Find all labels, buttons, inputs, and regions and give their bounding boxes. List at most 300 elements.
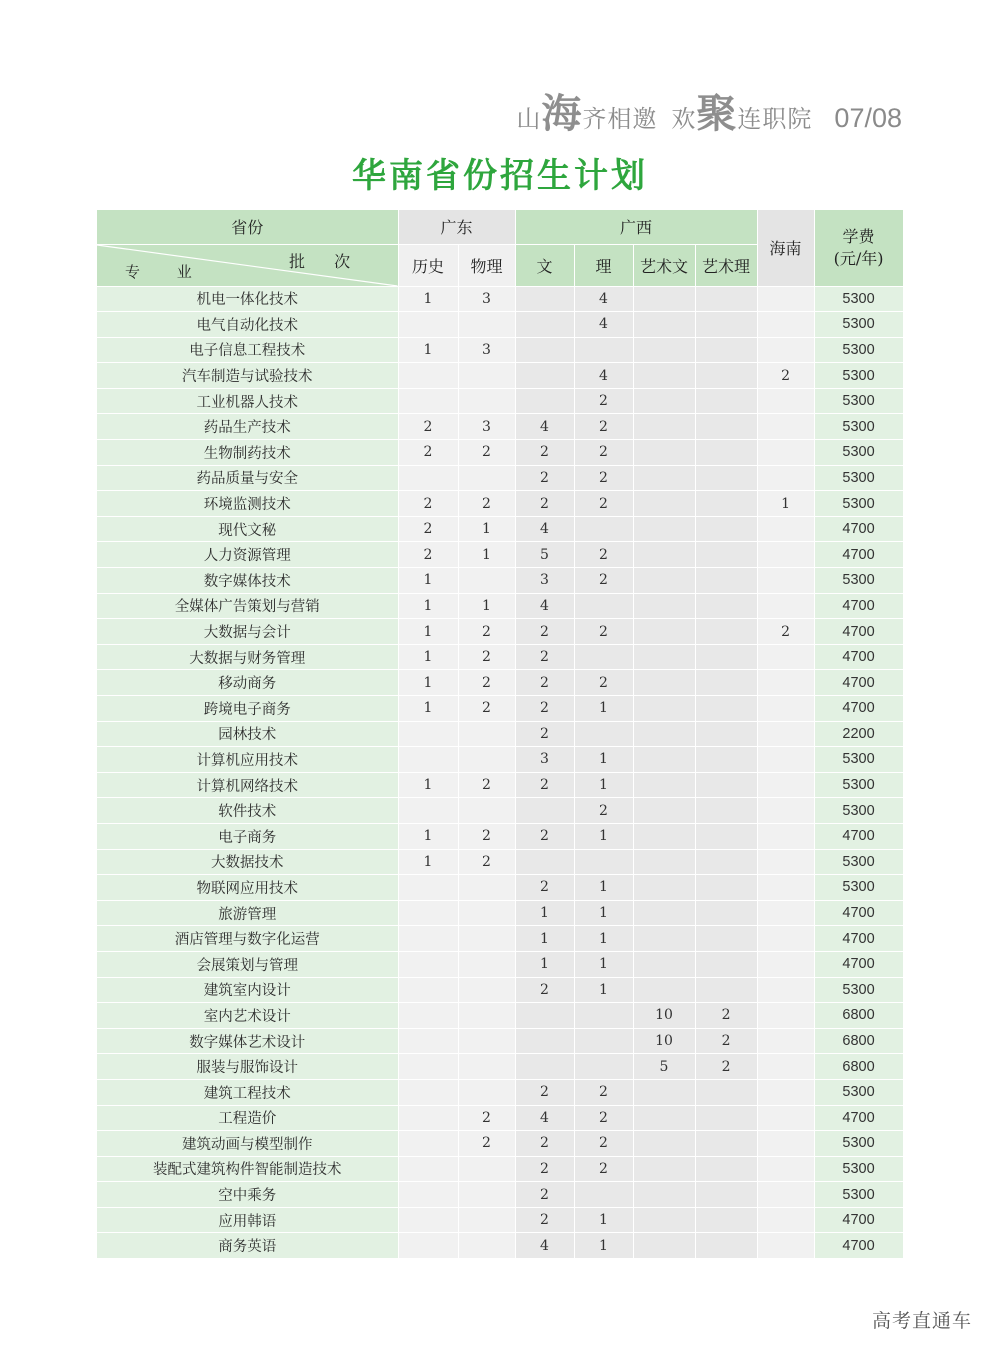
guangdong-physics-cell — [458, 363, 515, 389]
table-row — [97, 465, 903, 491]
guangdong-history-cell — [398, 388, 458, 414]
guangdong-history-cell: 1 — [398, 772, 458, 798]
guangdong-physics-cell — [458, 798, 515, 824]
guangdong-physics-cell: 2 — [458, 619, 515, 645]
guangdong-physics-cell: 2 — [458, 644, 515, 670]
fee-cell: 5300 — [814, 337, 903, 363]
major-cell: 软件技术 — [97, 798, 398, 824]
hainan-cell — [757, 670, 814, 696]
fee-cell: 5300 — [814, 1131, 903, 1157]
table-row — [97, 593, 903, 619]
guangdong-history-cell — [398, 798, 458, 824]
guangdong-history-cell: 1 — [398, 849, 458, 875]
guangxi-li-cell: 2 — [574, 1131, 633, 1157]
guangxi-li-cell: 2 — [574, 619, 633, 645]
guangdong-header: 广东 — [398, 210, 515, 244]
table-row — [97, 1233, 903, 1259]
guangxi-li-cell: 1 — [574, 747, 633, 773]
fee-cell: 5300 — [814, 1156, 903, 1182]
fee-cell: 4700 — [814, 542, 903, 568]
guangdong-physics-cell: 2 — [458, 440, 515, 466]
guangxi-wen-cell — [515, 312, 574, 338]
guangdong-history-cell — [398, 926, 458, 952]
guangxi-art-li-cell — [695, 977, 757, 1003]
guangdong-history-cell — [398, 721, 458, 747]
hainan-cell — [757, 823, 814, 849]
guangxi-wen-cell: 2 — [515, 465, 574, 491]
guangdong-history-cell: 1 — [398, 337, 458, 363]
fee-cell: 4700 — [814, 593, 903, 619]
fee-cell: 4700 — [814, 1233, 903, 1259]
guangxi-wen-cell — [515, 337, 574, 363]
major-cell: 数字媒体艺术设计 — [97, 1028, 398, 1054]
hainan-cell — [757, 337, 814, 363]
guangdong-physics-cell — [458, 747, 515, 773]
guangxi-li-cell: 2 — [574, 491, 633, 517]
guangxi-art-li-cell — [695, 900, 757, 926]
guangxi-li-cell: 2 — [574, 670, 633, 696]
fee-cell: 5300 — [814, 1079, 903, 1105]
hainan-cell — [757, 568, 814, 594]
hainan-cell: 1 — [757, 491, 814, 517]
guangdong-physics-cell — [458, 1028, 515, 1054]
guangxi-art-li-cell: 2 — [695, 1003, 757, 1029]
major-cell: 人力资源管理 — [97, 542, 398, 568]
table-row — [97, 440, 903, 466]
guangxi-wen-cell: 2 — [515, 1079, 574, 1105]
hainan-cell — [757, 1233, 814, 1259]
guangxi-li-cell — [574, 593, 633, 619]
guangdong-physics-cell — [458, 1079, 515, 1105]
major-cell: 数字媒体技术 — [97, 568, 398, 594]
guangxi-art-wen-cell — [633, 1207, 695, 1233]
fee-cell: 5300 — [814, 772, 903, 798]
guangdong-history-cell: 1 — [398, 619, 458, 645]
guangdong-history-cell: 2 — [398, 516, 458, 542]
major-cell: 建筑工程技术 — [97, 1079, 398, 1105]
guangxi-art-wen-cell — [633, 542, 695, 568]
guangdong-history-cell — [398, 1233, 458, 1259]
table-row — [97, 772, 903, 798]
guangxi-art-li-cell — [695, 875, 757, 901]
guangxi-art-li-cell — [695, 1207, 757, 1233]
major-cell: 商务英语 — [97, 1233, 398, 1259]
table-row — [97, 747, 903, 773]
guangdong-physics-cell — [458, 875, 515, 901]
province-header: 省份 — [97, 210, 398, 244]
fee-cell: 5300 — [814, 977, 903, 1003]
fee-cell: 4700 — [814, 951, 903, 977]
guangxi-art-li-cell — [695, 1105, 757, 1131]
guangxi-li-cell: 2 — [574, 542, 633, 568]
guangxi-art-wen-cell — [633, 951, 695, 977]
guangdong-physics-cell — [458, 721, 515, 747]
guangdong-history-cell — [398, 977, 458, 1003]
hainan-cell — [757, 593, 814, 619]
guangxi-li-cell: 1 — [574, 823, 633, 849]
guangxi-li-cell — [574, 516, 633, 542]
major-cell: 工业机器人技术 — [97, 388, 398, 414]
guangxi-art-li-cell — [695, 823, 757, 849]
guangdong-physics-cell — [458, 568, 515, 594]
subheader-wen: 文 — [515, 244, 574, 286]
guangxi-art-li-cell: 2 — [695, 1054, 757, 1080]
guangdong-physics-cell — [458, 926, 515, 952]
guangdong-physics-cell: 3 — [458, 414, 515, 440]
guangxi-wen-cell — [515, 388, 574, 414]
table-row — [97, 312, 903, 338]
guangdong-history-cell — [398, 1054, 458, 1080]
page-title: 华南省份招生计划 — [352, 156, 648, 196]
guangxi-art-wen-cell — [633, 977, 695, 1003]
hainan-cell — [757, 1182, 814, 1208]
hainan-cell — [757, 1207, 814, 1233]
fee-cell: 5300 — [814, 849, 903, 875]
guangdong-history-cell — [398, 747, 458, 773]
guangxi-art-li-cell — [695, 312, 757, 338]
fee-header: 学费 (元/年) — [814, 210, 903, 286]
major-cell: 计算机应用技术 — [97, 747, 398, 773]
hainan-cell — [757, 1105, 814, 1131]
guangxi-art-li-cell — [695, 286, 757, 312]
fee-cell: 4700 — [814, 696, 903, 722]
hainan-cell — [757, 849, 814, 875]
fee-cell: 5300 — [814, 414, 903, 440]
slogan-text: 连职院 — [737, 105, 813, 133]
guangxi-li-cell: 1 — [574, 977, 633, 1003]
guangxi-art-wen-cell: 10 — [633, 1003, 695, 1029]
major-cell: 物联网应用技术 — [97, 875, 398, 901]
guangxi-art-li-cell — [695, 388, 757, 414]
guangxi-li-cell: 4 — [574, 312, 633, 338]
guangxi-art-li-cell — [695, 926, 757, 952]
major-cell: 移动商务 — [97, 670, 398, 696]
fee-cell: 5300 — [814, 465, 903, 491]
guangxi-header: 广西 — [515, 210, 757, 244]
guangdong-history-cell: 1 — [398, 823, 458, 849]
guangxi-li-cell: 1 — [574, 951, 633, 977]
guangxi-wen-cell: 2 — [515, 1131, 574, 1157]
hainan-cell — [757, 798, 814, 824]
subheader-art-wen: 艺术文 — [633, 244, 695, 286]
guangdong-history-cell: 1 — [398, 670, 458, 696]
guangxi-li-cell — [574, 644, 633, 670]
guangxi-li-cell — [574, 1028, 633, 1054]
guangdong-history-cell — [398, 363, 458, 389]
guangdong-history-cell: 2 — [398, 542, 458, 568]
hainan-cell — [757, 696, 814, 722]
guangxi-wen-cell: 4 — [515, 593, 574, 619]
guangdong-history-cell: 1 — [398, 644, 458, 670]
guangxi-li-cell: 2 — [574, 1156, 633, 1182]
guangxi-art-li-cell — [695, 542, 757, 568]
major-cell: 装配式建筑构件智能制造技术 — [97, 1156, 398, 1182]
table-row — [97, 823, 903, 849]
subheader-li: 理 — [574, 244, 633, 286]
table-row — [97, 1054, 903, 1080]
major-cell: 会展策划与管理 — [97, 951, 398, 977]
guangxi-wen-cell: 2 — [515, 875, 574, 901]
hainan-cell — [757, 414, 814, 440]
guangxi-art-li-cell — [695, 440, 757, 466]
major-cell: 跨境电子商务 — [97, 696, 398, 722]
guangxi-art-li-cell — [695, 772, 757, 798]
major-cell: 空中乘务 — [97, 1182, 398, 1208]
major-cell: 环境监测技术 — [97, 491, 398, 517]
hainan-cell — [757, 644, 814, 670]
guangdong-history-cell: 1 — [398, 593, 458, 619]
page-header — [516, 82, 902, 137]
guangdong-physics-cell — [458, 1156, 515, 1182]
table-row — [97, 516, 903, 542]
guangxi-art-li-cell — [695, 1182, 757, 1208]
guangxi-li-cell: 2 — [574, 465, 633, 491]
table-row — [97, 568, 903, 594]
guangdong-history-cell: 1 — [398, 568, 458, 594]
table-row — [97, 542, 903, 568]
hainan-cell — [757, 388, 814, 414]
watermark-text: 高考直通车 — [871, 1310, 972, 1332]
fee-cell: 5300 — [814, 875, 903, 901]
guangdong-physics-cell — [458, 977, 515, 1003]
fee-cell: 4700 — [814, 619, 903, 645]
major-label: 专 业 — [125, 262, 208, 281]
guangxi-li-cell: 4 — [574, 363, 633, 389]
batch-label: 批 次 — [289, 251, 363, 271]
guangxi-wen-cell: 2 — [515, 977, 574, 1003]
hainan-cell — [757, 465, 814, 491]
guangdong-physics-cell: 1 — [458, 593, 515, 619]
guangxi-art-li-cell — [695, 414, 757, 440]
guangxi-art-li-cell — [695, 491, 757, 517]
guangxi-art-wen-cell — [633, 593, 695, 619]
table-row — [97, 1207, 903, 1233]
guangxi-wen-cell: 3 — [515, 747, 574, 773]
guangdong-history-cell: 2 — [398, 414, 458, 440]
guangdong-physics-cell — [458, 900, 515, 926]
guangxi-art-li-cell — [695, 1156, 757, 1182]
major-cell: 建筑室内设计 — [97, 977, 398, 1003]
guangdong-physics-cell: 2 — [458, 696, 515, 722]
guangxi-wen-cell: 2 — [515, 1182, 574, 1208]
table-row — [97, 900, 903, 926]
guangxi-art-wen-cell — [633, 823, 695, 849]
guangxi-art-li-cell — [695, 619, 757, 645]
major-cell: 药品生产技术 — [97, 414, 398, 440]
guangdong-history-cell — [398, 875, 458, 901]
fee-cell: 5300 — [814, 388, 903, 414]
guangdong-physics-cell: 1 — [458, 542, 515, 568]
guangdong-physics-cell: 2 — [458, 823, 515, 849]
hainan-cell — [757, 286, 814, 312]
fee-cell: 6800 — [814, 1003, 903, 1029]
guangxi-art-li-cell — [695, 516, 757, 542]
guangxi-wen-cell — [515, 849, 574, 875]
hainan-cell — [757, 312, 814, 338]
fee-cell: 5300 — [814, 798, 903, 824]
guangxi-li-cell: 2 — [574, 1079, 633, 1105]
table-row — [97, 1105, 903, 1131]
guangxi-art-wen-cell — [633, 312, 695, 338]
major-cell: 全媒体广告策划与营销 — [97, 593, 398, 619]
table-row — [97, 1156, 903, 1182]
guangdong-history-cell — [398, 1105, 458, 1131]
table-row — [97, 414, 903, 440]
guangxi-li-cell — [574, 337, 633, 363]
major-cell: 生物制药技术 — [97, 440, 398, 466]
guangxi-art-li-cell — [695, 747, 757, 773]
guangxi-art-wen-cell — [633, 1105, 695, 1131]
fee-cell: 4700 — [814, 926, 903, 952]
hainan-header: 海南 — [757, 210, 814, 286]
major-cell: 大数据与财务管理 — [97, 644, 398, 670]
table-row — [97, 644, 903, 670]
fee-cell: 4700 — [814, 644, 903, 670]
guangxi-li-cell — [574, 1182, 633, 1208]
fee-cell: 4700 — [814, 516, 903, 542]
slogan-char: 山 — [516, 105, 542, 133]
fee-cell: 6800 — [814, 1054, 903, 1080]
guangdong-physics-cell: 2 — [458, 1105, 515, 1131]
guangdong-history-cell: 1 — [398, 696, 458, 722]
guangxi-art-li-cell — [695, 465, 757, 491]
major-cell: 应用韩语 — [97, 1207, 398, 1233]
guangxi-li-cell: 1 — [574, 1207, 633, 1233]
guangxi-art-li-cell — [695, 1079, 757, 1105]
hainan-cell — [757, 977, 814, 1003]
guangxi-wen-cell: 1 — [515, 926, 574, 952]
guangxi-art-wen-cell — [633, 849, 695, 875]
major-cell: 室内艺术设计 — [97, 1003, 398, 1029]
guangxi-wen-cell: 4 — [515, 516, 574, 542]
guangxi-art-wen-cell — [633, 1233, 695, 1259]
hainan-cell — [757, 440, 814, 466]
guangxi-art-wen-cell — [633, 875, 695, 901]
guangxi-art-wen-cell — [633, 747, 695, 773]
table-row — [97, 849, 903, 875]
guangxi-li-cell — [574, 721, 633, 747]
guangxi-li-cell: 2 — [574, 440, 633, 466]
guangxi-li-cell: 4 — [574, 286, 633, 312]
guangxi-li-cell: 1 — [574, 926, 633, 952]
guangdong-physics-cell — [458, 1054, 515, 1080]
slogan-emphasis-char: 海 — [541, 90, 583, 137]
table-row — [97, 286, 903, 312]
hainan-cell — [757, 772, 814, 798]
guangxi-art-li-cell — [695, 644, 757, 670]
hainan-cell — [757, 542, 814, 568]
fee-cell: 5300 — [814, 491, 903, 517]
guangxi-art-wen-cell — [633, 644, 695, 670]
table-row — [97, 388, 903, 414]
guangxi-art-wen-cell — [633, 465, 695, 491]
guangxi-art-li-cell: 2 — [695, 1028, 757, 1054]
guangxi-wen-cell: 2 — [515, 491, 574, 517]
hainan-cell — [757, 1054, 814, 1080]
guangxi-wen-cell: 2 — [515, 619, 574, 645]
major-cell: 建筑动画与模型制作 — [97, 1131, 398, 1157]
major-cell: 服装与服饰设计 — [97, 1054, 398, 1080]
guangxi-art-li-cell — [695, 670, 757, 696]
guangxi-art-li-cell — [695, 721, 757, 747]
guangdong-history-cell — [398, 1028, 458, 1054]
guangxi-wen-cell: 2 — [515, 696, 574, 722]
guangxi-wen-cell: 2 — [515, 1207, 574, 1233]
guangdong-history-cell: 1 — [398, 286, 458, 312]
guangxi-wen-cell: 4 — [515, 414, 574, 440]
guangxi-wen-cell: 1 — [515, 951, 574, 977]
table-row — [97, 619, 903, 645]
guangdong-history-cell — [398, 900, 458, 926]
fee-cell: 4700 — [814, 900, 903, 926]
guangdong-history-cell — [398, 1079, 458, 1105]
major-cell: 现代文秘 — [97, 516, 398, 542]
table-row — [97, 926, 903, 952]
guangxi-li-cell: 1 — [574, 875, 633, 901]
fee-cell: 4700 — [814, 670, 903, 696]
major-cell: 工程造价 — [97, 1105, 398, 1131]
hainan-cell — [757, 516, 814, 542]
guangxi-art-wen-cell — [633, 900, 695, 926]
guangxi-li-cell — [574, 1003, 633, 1029]
table-row — [97, 1131, 903, 1157]
table-row — [97, 1003, 903, 1029]
guangdong-physics-cell: 2 — [458, 491, 515, 517]
fee-cell: 5300 — [814, 286, 903, 312]
guangxi-li-cell: 2 — [574, 388, 633, 414]
guangxi-wen-cell: 3 — [515, 568, 574, 594]
subheader-history: 历史 — [398, 244, 458, 286]
hainan-cell: 2 — [757, 619, 814, 645]
guangxi-wen-cell: 1 — [515, 900, 574, 926]
guangxi-wen-cell: 4 — [515, 1233, 574, 1259]
guangxi-art-wen-cell — [633, 1079, 695, 1105]
guangxi-art-wen-cell — [633, 568, 695, 594]
fee-cell: 5300 — [814, 747, 903, 773]
guangdong-physics-cell — [458, 1233, 515, 1259]
guangxi-li-cell: 2 — [574, 414, 633, 440]
guangxi-li-cell: 1 — [574, 696, 633, 722]
guangdong-history-cell — [398, 1156, 458, 1182]
guangdong-history-cell — [398, 951, 458, 977]
guangxi-li-cell: 2 — [574, 568, 633, 594]
guangxi-art-wen-cell — [633, 286, 695, 312]
table-row — [97, 721, 903, 747]
guangxi-li-cell: 2 — [574, 798, 633, 824]
guangxi-wen-cell — [515, 363, 574, 389]
hainan-cell — [757, 1131, 814, 1157]
guangxi-art-wen-cell — [633, 619, 695, 645]
guangdong-history-cell: 2 — [398, 440, 458, 466]
guangxi-art-wen-cell — [633, 491, 695, 517]
guangxi-wen-cell: 5 — [515, 542, 574, 568]
major-cell: 电子商务 — [97, 823, 398, 849]
guangdong-physics-cell: 3 — [458, 337, 515, 363]
guangxi-art-wen-cell: 10 — [633, 1028, 695, 1054]
table-row — [97, 1079, 903, 1105]
subheader-art-li: 艺术理 — [695, 244, 757, 286]
guangxi-li-cell — [574, 1054, 633, 1080]
fee-cell: 4700 — [814, 1105, 903, 1131]
guangxi-art-wen-cell — [633, 440, 695, 466]
table-row — [97, 875, 903, 901]
guangxi-wen-cell — [515, 798, 574, 824]
guangxi-art-wen-cell — [633, 670, 695, 696]
guangdong-physics-cell — [458, 1182, 515, 1208]
table-row — [97, 363, 903, 389]
guangxi-art-wen-cell — [633, 772, 695, 798]
table-row — [97, 337, 903, 363]
